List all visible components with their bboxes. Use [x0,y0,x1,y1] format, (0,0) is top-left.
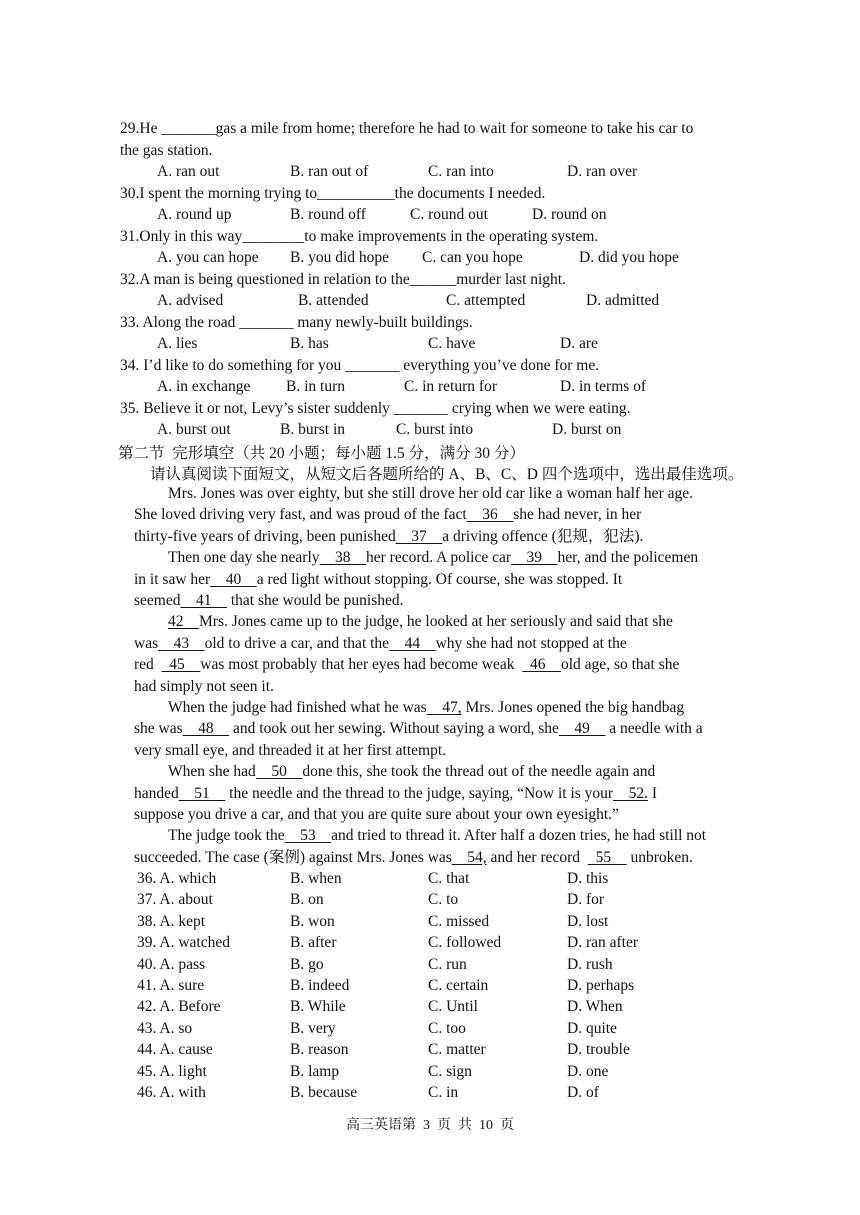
cloze-option: 43. A. so [137,1019,193,1037]
question-stem [120,399,631,419]
cloze-option: B. very [290,1019,336,1037]
cloze-option: B. won [290,912,335,930]
passage-text: was most probably that her eyes had become weak [200,656,523,674]
page-footer: 高三英语第 3 页 共 10 页 [346,1118,514,1133]
passage-text: Mrs. Jones was over eighty, but she still drove her old car like a woman half her age. [168,485,693,502]
cloze-option: D. perhaps [567,977,635,994]
cloze-option: B. reason [290,1041,349,1059]
cloze-blank: 51 [178,784,226,802]
answer-option: D. did you hope [579,249,679,266]
passage-text: that she would be punished. [226,592,404,609]
cloze-option: D. this [567,870,609,887]
passage-text: thirty-five years of driving, been punished [134,527,396,545]
cloze-option: B. when [290,870,342,887]
cloze-blank: 46 [522,656,561,674]
stem-text: gas a mile from home; therefore he had to wait for someone to take his car to [215,120,694,137]
answer-option: D. are [560,335,598,352]
answer-option: A. in exchange [157,378,251,395]
cloze-blank: 36 [466,506,514,524]
passage-line [134,784,657,804]
passage-line [134,655,679,675]
cloze-option: 41. A. sure [137,977,205,994]
cloze-option: D. quite [567,1019,617,1037]
answer-option: B. burst in [280,421,346,438]
answer-option: A. burst out [157,421,231,438]
stem-text: 34. I’d like to do something for you _______ everything you’ve done for me. [120,356,600,374]
cloze-option: B. indeed [290,977,350,994]
question-stem [120,313,473,333]
cloze-option: C. sign [428,1062,472,1080]
passage-line [134,741,446,761]
cloze-option: D. lost [567,912,609,930]
cloze-option: D. trouble [567,1041,630,1059]
cloze-blank: 42 [168,613,199,631]
answer-blank: __________ [317,184,395,202]
passage-text: very small eye, and threaded it at her first attempt. [134,741,447,759]
passage-text: When she had [168,763,256,781]
stem-text: to make improvements in the operating system. [304,227,599,245]
passage-line [168,826,706,846]
cloze-blank: 41 [180,592,227,609]
passage-text: and her record [486,848,588,866]
stem-text: 30.I spent the morning trying to [120,184,318,202]
cloze-option: C. too [428,1019,466,1037]
passage-text: Mrs. Jones opened the big handbag [461,699,685,716]
answer-option: D. ran over [567,163,638,180]
passage-line [168,548,698,568]
passage-text: Then one day she nearly [168,549,320,567]
cloze-option: B. lamp [290,1062,340,1080]
cloze-option: D. one [567,1062,609,1080]
answer-option: B. in turn [286,378,345,395]
question-stem-continued: the gas station. [120,141,213,159]
answer-option: C. can you hope [422,249,523,266]
passage-text: and took out her sewing. Without saying a word, she [229,720,559,738]
answer-option: C. round out [410,206,488,223]
passage-text: in it saw her [134,570,211,588]
cloze-option: C. in [428,1084,459,1101]
passage-text: done this, she took the thread out of the needle again and [302,763,656,781]
answer-option: A. ran out [157,163,220,180]
passage-text: her record. A police car [366,549,512,567]
passage-text: and tried to thread it. After half a dozen tries, he had still not [331,827,707,845]
cloze-option: B. after [290,934,337,952]
passage-text: The judge took the [168,827,285,845]
passage-text: unbroken. [626,848,693,866]
passage-line [168,612,673,632]
passage-text: red [134,656,162,674]
passage-text: succeeded. The case (案例) against Mrs. Jones was [134,848,452,866]
section-instruction: 请认真阅读下面短文，从短文后各题所给的 A、B、C、D 四个选项中，选出最佳选项。 [150,466,744,483]
cloze-option: 42. A. Before [137,998,221,1016]
cloze-option: C. missed [428,912,490,930]
answer-blank: _______ [161,120,216,137]
passage-text: old to drive a car, and that the [204,634,390,652]
passage-text: old age, so that she [561,656,680,674]
cloze-option: B. While [290,998,346,1016]
question-stem [120,356,599,376]
passage-text: I [647,784,658,802]
cloze-option: 39. A. watched [137,934,230,952]
cloze-option: D. rush [567,955,613,973]
stem-text: 31.Only in this way [120,227,243,245]
passage-text: why she had not stopped at the [435,634,627,652]
stem-text: 33. Along the road _______ many newly-built buildings. [120,313,473,331]
cloze-option: 37. A. about [137,891,213,909]
cloze-blank: 49 [558,720,606,738]
passage-text: she had never, in her [513,506,642,524]
cloze-blank: 44 [389,634,436,652]
cloze-blank: 39 [511,549,558,567]
question-stem [120,119,693,139]
passage-text: When the judge had finished what he was [168,699,427,716]
answer-option: C. have [428,335,476,352]
cloze-blank: 37 [395,527,443,545]
cloze-option: 38. A. kept [137,912,206,930]
cloze-option: C. Until [428,998,478,1016]
passage-text: seemed [134,592,181,609]
answer-blank: ______ [409,270,457,288]
cloze-option: 46. A. with [137,1084,206,1101]
cloze-blank: 50 [255,763,303,781]
passage-text: a driving offence (犯规，犯法). [442,527,644,545]
cloze-option: D. of [567,1084,599,1101]
passage-line [134,591,404,611]
cloze-option: C. followed [428,934,502,952]
cloze-blank: 45 [161,656,201,674]
stem-text: the documents I needed. [394,184,546,202]
answer-option: D. admitted [586,292,660,309]
answer-option: B. round off [290,206,366,223]
passage-text: Mrs. Jones came up to the judge, he looked at her seriously and said that she [199,613,673,631]
answer-option: B. has [290,335,329,352]
question-stem [120,227,598,247]
passage-text: a red light without stopping. Of course, she was stopped. It [256,570,623,588]
stem-text: 29.He [120,120,162,137]
cloze-option: C. that [428,870,470,887]
answer-blank: ________ [242,227,305,245]
answer-option: A. advised [157,292,224,309]
cloze-option: B. because [290,1084,358,1101]
answer-option: C. in return for [404,378,497,395]
section-title: 第二节 完形填空（共 20 小题；每小题 1.5 分，满分 30 分） [118,445,525,462]
passage-text: handed [134,784,179,802]
passage-text: suppose you drive a car, and that you are quite sure about your own eyesight.” [134,806,619,823]
passage-text: She loved driving very fast, and was proud of the fact [134,506,467,524]
cloze-option: 45. A. light [137,1062,207,1080]
cloze-option: 44. A. cause [137,1041,213,1059]
cloze-option: B. on [290,891,324,909]
cloze-blank: 40 [210,570,257,588]
passage-text: had simply not seen it. [134,677,274,695]
passage-line [134,805,619,825]
cloze-option: C. certain [428,977,489,994]
stem-text: 32.A man is being questioned in relation to the [120,270,410,288]
passage-text: a needle with a [605,720,703,738]
answer-option: C. burst into [396,421,474,438]
answer-option: A. round up [157,206,232,223]
passage-line [134,527,643,547]
cloze-blank: 38 [319,549,366,567]
cloze-blank: 55 [587,848,627,866]
answer-option: B. you did hope [290,249,390,266]
stem-text: murder last night. [456,270,566,288]
passage-line [134,634,627,654]
stem-text: 35. Believe it or not, Levy’s sister suddenly _______ crying when we were eating. [120,399,631,417]
cloze-blank: 48 [182,720,230,738]
cloze-option: C. matter [428,1041,486,1059]
answer-option: D. round on [532,206,607,223]
passage-line [168,698,684,718]
cloze-option: 40. A. pass [137,955,206,973]
passage-text: the needle and the thread to the judge, saying, “Now it is your [225,784,614,802]
passage-line [168,762,655,782]
cloze-option: D. for [567,891,605,909]
question-stem [120,184,545,204]
passage-line [134,719,703,739]
cloze-option: D. ran after [567,934,638,952]
passage-line [168,484,693,504]
cloze-blank: 47, [426,699,462,716]
cloze-option: C. run [428,955,467,973]
answer-option: A. you can hope [157,249,259,266]
answer-option: C. attempted [446,292,526,309]
passage-text: she was [134,720,183,738]
answer-option: B. ran out of [290,163,369,180]
passage-line [134,505,641,525]
cloze-blank: 54, [451,848,487,866]
answer-option: A. lies [157,335,198,352]
answer-option: C. ran into [428,163,494,180]
passage-text: her, and the policemen [557,549,699,567]
cloze-option: 36. A. which [137,870,217,887]
cloze-option: C. to [428,891,459,909]
answer-option: B. attended [298,292,369,309]
cloze-blank: 43 [158,634,205,652]
question-stem [120,270,566,290]
passage-line [134,570,622,590]
cloze-blank: 53 [284,827,332,845]
cloze-option: B. go [290,955,324,973]
passage-line [134,677,274,697]
answer-option: D. burst on [552,421,622,438]
cloze-option: D. When [567,998,623,1016]
cloze-blank: 52. [613,784,648,802]
answer-option: D. in terms of [560,378,647,395]
passage-text: was [134,634,159,652]
passage-line [134,848,693,868]
